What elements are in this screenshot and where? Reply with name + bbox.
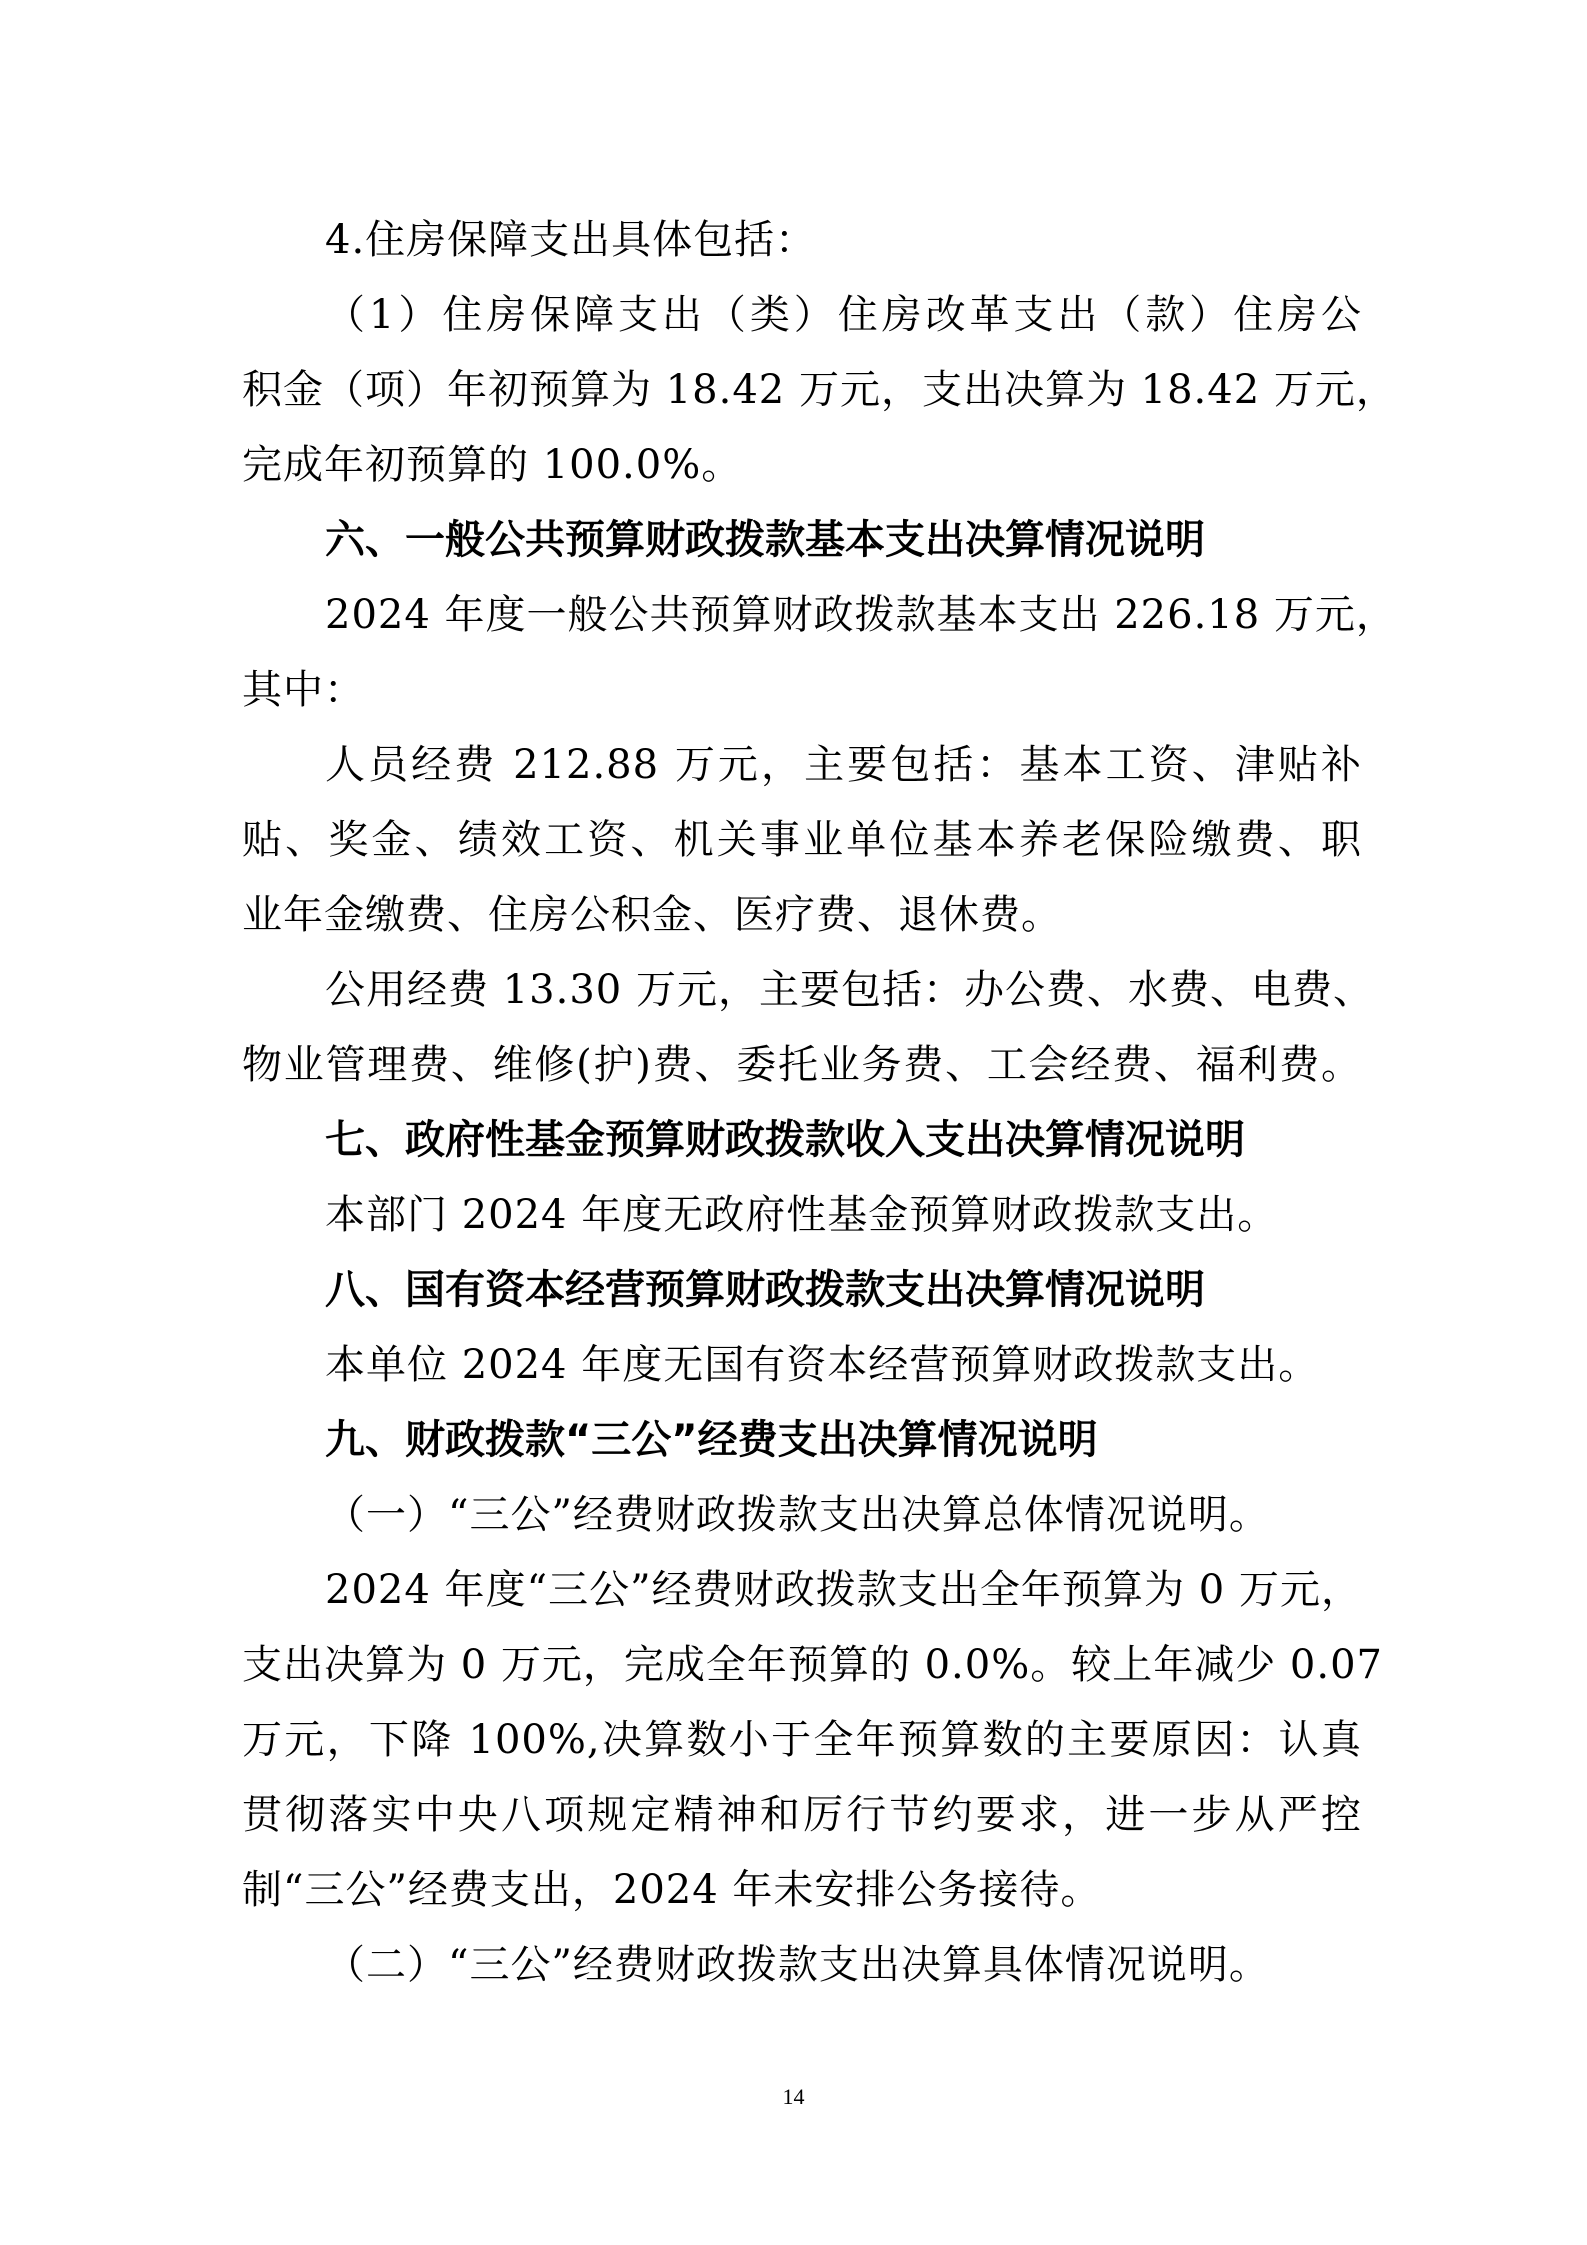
- paragraph-line: 本部门 2024 年度无政府性基金预算财政拨款支出。: [325, 1192, 1279, 1238]
- paragraph-line: 本单位 2024 年度无国有资本经营预算财政拨款支出。: [325, 1342, 1320, 1388]
- paragraph-line: 贴、奖金、绩效工资、机关事业单位基本养老保险缴费、职: [242, 817, 1362, 863]
- page-number: 14: [782, 2084, 805, 2109]
- subsection-heading: （一）“三公”经费财政拨款支出决算总体情况说明。: [325, 1492, 1270, 1538]
- paragraph-line: 物业管理费、维修(护)费、委托业务费、工会经费、福利费。: [242, 1042, 1362, 1088]
- paragraph-line: 万元，下降 100%,决算数小于全年预算数的主要原因：认真: [242, 1717, 1362, 1763]
- paragraph-line: （1）住房保障支出（类）住房改革支出（款）住房公: [325, 292, 1362, 338]
- paragraph-line: 其中：: [242, 667, 365, 713]
- paragraph-line: 支出决算为 0 万元，完成全年预算的 0.0%。较上年减少 0.07: [242, 1642, 1383, 1688]
- paragraph-line: 制“三公”经费支出，2024 年未安排公务接待。: [242, 1867, 1102, 1913]
- paragraph-line: 4.住房保障支出具体包括：: [325, 217, 817, 263]
- paragraph-line: 积金（项）年初预算为 18.42 万元，支出决算为 18.42 万元，: [242, 367, 1397, 413]
- paragraph-line: 2024 年度一般公共预算财政拨款基本支出 226.18 万元，: [325, 592, 1397, 638]
- section-heading: 八、国有资本经营预算财政拨款支出决算情况说明: [325, 1267, 1205, 1313]
- section-heading: 七、政府性基金预算财政拨款收入支出决算情况说明: [325, 1117, 1245, 1163]
- paragraph-line: 2024 年度“三公”经费财政拨款支出全年预算为 0 万元，: [325, 1567, 1362, 1613]
- paragraph-line: 贯彻落实中央八项规定精神和厉行节约要求，进一步从严控: [242, 1792, 1362, 1838]
- paragraph-line: 完成年初预算的 100.0%。: [242, 442, 743, 488]
- section-heading: 六、一般公共预算财政拨款基本支出决算情况说明: [325, 517, 1205, 563]
- paragraph-line: 公用经费 13.30 万元，主要包括：办公费、水费、电费、: [325, 967, 1374, 1013]
- paragraph-line: 人员经费 212.88 万元，主要包括：基本工资、津贴补: [325, 742, 1362, 788]
- subsection-heading: （二）“三公”经费财政拨款支出决算具体情况说明。: [325, 1942, 1270, 1988]
- paragraph-line: 业年金缴费、住房公积金、医疗费、退休费。: [242, 892, 1062, 938]
- section-heading: 九、财政拨款“三公”经费支出决算情况说明: [325, 1417, 1098, 1463]
